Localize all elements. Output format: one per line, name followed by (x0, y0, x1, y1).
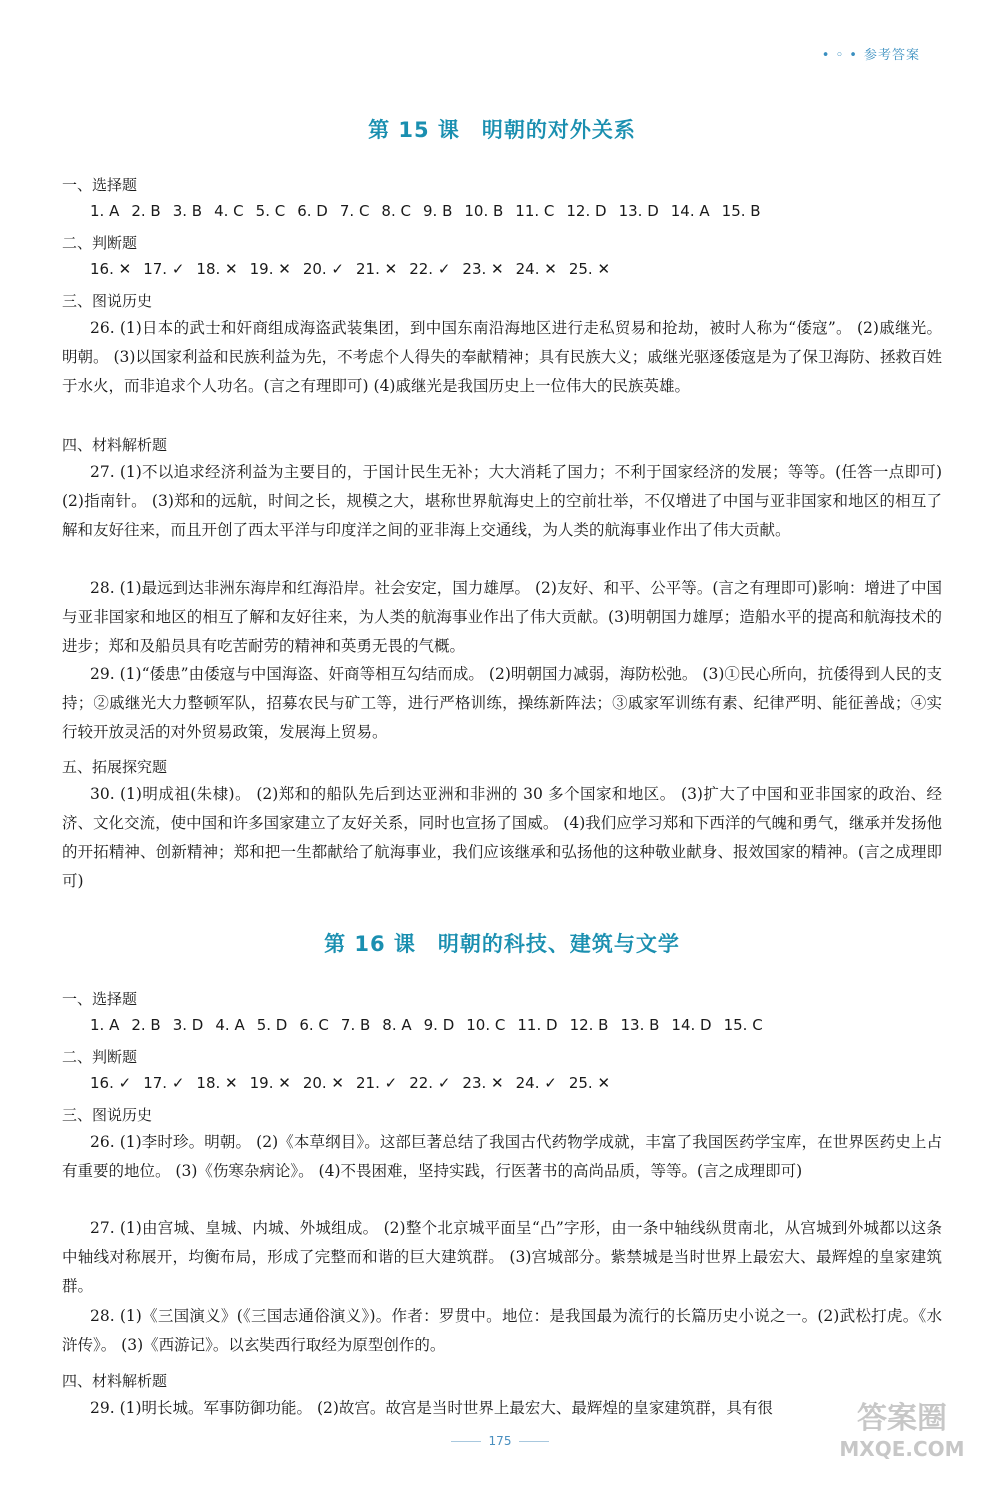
answer-key-tag (822, 44, 920, 63)
choice-answer: 8. A (382, 1016, 412, 1034)
answer-29: 29. (1)“倭患”由倭寇与中国海盗、奸商等相互勾结而成。 (2)明朝国力减弱，海防松弛。 (3)①民心所向，抗倭得到人民的支持；②戚继光大力整顿军队，招募农民与矿工等，进行严格训练，操练新阵法；③戚家军训练有素、纪律严明、能征善战；④实行较开放灵活的对外贸易政策，发展海上贸易。 (62, 665, 942, 741)
judge-answer: 20. ✕ (302, 1074, 345, 1092)
choice-answer: 2. B (131, 202, 161, 220)
judge-answer: 20. ✓ (302, 260, 345, 278)
section-judge-heading: 二、判断题 (62, 234, 138, 252)
choice-answers-row (62, 202, 773, 220)
lesson-15-number: 第 15 课 (368, 118, 460, 142)
judge-answer: 18. ✕ (196, 1074, 238, 1092)
choice-answer: 6. C (299, 1016, 329, 1034)
judge-answer: 18. ✕ (196, 260, 238, 278)
judge-answer: 23. ✕ (462, 260, 504, 278)
judge-answers-row (62, 1074, 622, 1092)
section-picture-history-heading: 三、图说历史 (62, 1106, 153, 1124)
choice-answer: 9. B (422, 202, 453, 220)
watermark-logo (822, 1386, 982, 1466)
choice-answers-row (62, 1016, 775, 1034)
choice-answer: 7. C (339, 202, 370, 220)
judge-answer: 19. ✕ (249, 260, 291, 278)
judge-answer: 17. ✓ (143, 260, 185, 278)
choice-answer: 6. D (297, 202, 328, 220)
answer-26: 26. (1)李时珍。明朝。 (2)《本草纲目》。这部巨著总结了我国古代药物学成就，丰富了我国医药学宝库，在世界医药史上占有重要的地位。 (3)《伤寒杂病论》。 (4)不畏困难，坚持实践，行医著书的高尚品质，等等。(言之成理即可) (62, 1133, 942, 1180)
choice-answer: 14. D (671, 1016, 712, 1034)
lesson-16-name: 明朝的科技、建筑与文学 (437, 932, 680, 956)
choice-answer: 8. C (381, 202, 411, 220)
judge-answer: 19. ✕ (249, 1074, 291, 1092)
lesson-16-title (62, 928, 942, 958)
choice-answer: 5. C (255, 202, 286, 220)
answer-27: 27. (1)不以追求经济利益为主要目的，于国计民生无补；大大消耗了国力；不利于国家经济的发展；等等。(任答一点即可) (2)指南针。 (3)郑和的远航，时间之长，规模之大，堪称世界航海史上的空前壮举，不仅增进了中国与亚非国家和地区的相互了解和友好往来，而且开创了西太平洋与印度洋之间的亚非海上交通线，为人类的航海事业作出了伟大贡献。 (62, 463, 942, 539)
choice-answer: 4. C (214, 202, 244, 220)
page-number-text: 175 (488, 1434, 512, 1448)
answer-key-tag-text: 参考答案 (863, 48, 920, 63)
judge-answer: 22. ✓ (409, 1074, 451, 1092)
decorative-dots: • ◦ • (821, 48, 858, 63)
choice-answer: 11. D (517, 1016, 558, 1034)
lesson-16-number: 第 16 课 (324, 932, 416, 956)
choice-answer: 1. A (90, 202, 120, 220)
judge-answer: 24. ✓ (515, 1074, 557, 1092)
choice-answer: 10. C (466, 1016, 506, 1034)
choice-answer: 13. B (620, 1016, 660, 1034)
choice-answer: 7. B (340, 1016, 371, 1034)
choice-answer: 12. B (569, 1016, 609, 1034)
choice-answer: 3. D (172, 1016, 204, 1034)
choice-answer: 1. A (90, 1016, 120, 1034)
section-extension-heading: 五、拓展探究题 (62, 758, 168, 776)
section-choice-heading: 一、选择题 (62, 990, 138, 1008)
section-choice-heading: 一、选择题 (62, 176, 138, 194)
answer-26: 26. (1)日本的武士和奸商组成海盗武装集团，到中国东南沿海地区进行走私贸易和抢劫，被时人称为“倭寇”。 (2)戚继光。明朝。 (3)以国家利益和民族利益为先，不考虑个人得失的奉献精神；具有民族大义；戚继光驱逐倭寇是为了保卫海防、拯救百姓于水火，而非追求个人功名。(言之有理即可) (4)戚继光是我国历史上一位伟大的民族英雄。 (62, 319, 942, 395)
choice-answer: 15. B (721, 202, 761, 220)
choice-answer: 2. B (131, 1016, 161, 1034)
judge-answer: 25. ✕ (568, 1074, 611, 1092)
choice-answer: 9. D (423, 1016, 455, 1034)
choice-answer: 10. B (464, 202, 504, 220)
judge-answer: 21. ✕ (356, 260, 398, 278)
judge-answer: 16. ✕ (90, 260, 132, 278)
answer-28: 28. (1)《三国演义》(《三国志通俗演义》)。作者：罗贯中。地位：是我国最为流行的长篇历史小说之一。(2)武松打虎。《水浒传》。 (3)《西游记》。以玄奘西行取经为原型创作的。 (62, 1307, 942, 1354)
choice-answer: 5. D (256, 1016, 288, 1034)
choice-answer: 11. C (515, 202, 555, 220)
answer-30: 30. (1)明成祖(朱棣)。 (2)郑和的船队先后到达亚洲和非洲的 30 多个国家和地区。 (3)扩大了中国和亚非国家的政治、经济、文化交流，使中国和许多国家建立了友好关系，同时也宣扬了国威。 (4)我们应学习郑和下西洋的气魄和勇气，继承并发扬他的开拓精神、创新精神；郑和把一生都献给了航海事业，我们应该继承和弘扬他的这种敬业献身、报效国家的精神。(言之成理即可) (62, 785, 942, 890)
judge-answer: 23. ✕ (462, 1074, 504, 1092)
section-material-heading: 四、材料解析题 (62, 1372, 168, 1390)
choice-answer: 3. B (172, 202, 203, 220)
section-material-heading: 四、材料解析题 (62, 436, 168, 454)
answer-29: 29. (1)明长城。军事防御功能。 (2)故宫。故宫是当时世界上最宏大、最辉煌的皇家建筑群，具有很 (90, 1399, 773, 1417)
judge-answer: 17. ✓ (143, 1074, 185, 1092)
choice-answer: 13. D (618, 202, 659, 220)
lesson-15-name: 明朝的对外关系 (481, 118, 636, 142)
section-picture-history-heading: 三、图说历史 (62, 292, 153, 310)
choice-answer: 14. A (670, 202, 710, 220)
judge-answer: 21. ✓ (356, 1074, 398, 1092)
section-judge-heading: 二、判断题 (62, 1048, 138, 1066)
choice-answer: 12. D (566, 202, 607, 220)
judge-answer: 16. ✓ (90, 1074, 132, 1092)
lesson-15-title (62, 114, 942, 144)
choice-answer: 15. C (723, 1016, 763, 1034)
judge-answer: 22. ✓ (409, 260, 451, 278)
answer-27: 27. (1)由宫城、皇城、内城、外城组成。 (2)整个北京城平面呈“凸”字形，由一条中轴线纵贯南北，从宫城到外城都以这条中轴线对称展开，均衡布局，形成了完整而和谐的巨大建筑群。 (3)宫城部分。紫禁城是当时世界上最宏大、最辉煌的皇家建筑群。 (62, 1219, 942, 1295)
watermark-line2: MXQE.COM (839, 1437, 965, 1461)
choice-answer: 4. A (215, 1016, 245, 1034)
answer-28: 28. (1)最远到达非洲东海岸和红海沿岸。社会安定，国力雄厚。 (2)友好、和平、公平等。(言之有理即可)影响：增进了中国与亚非国家和地区的相互了解和友好往来，为人类的航海事业作出了伟大贡献。(3)明朝国力雄厚；造船水平的提高和航海技术的进步；郑和及船员具有吃苦耐劳的精神和英勇无畏的气概。 (62, 579, 942, 655)
watermark-line1: 答案圈 (857, 1401, 947, 1436)
judge-answers-row (62, 260, 622, 278)
judge-answer: 24. ✕ (515, 260, 557, 278)
judge-answer: 25. ✕ (568, 260, 611, 278)
